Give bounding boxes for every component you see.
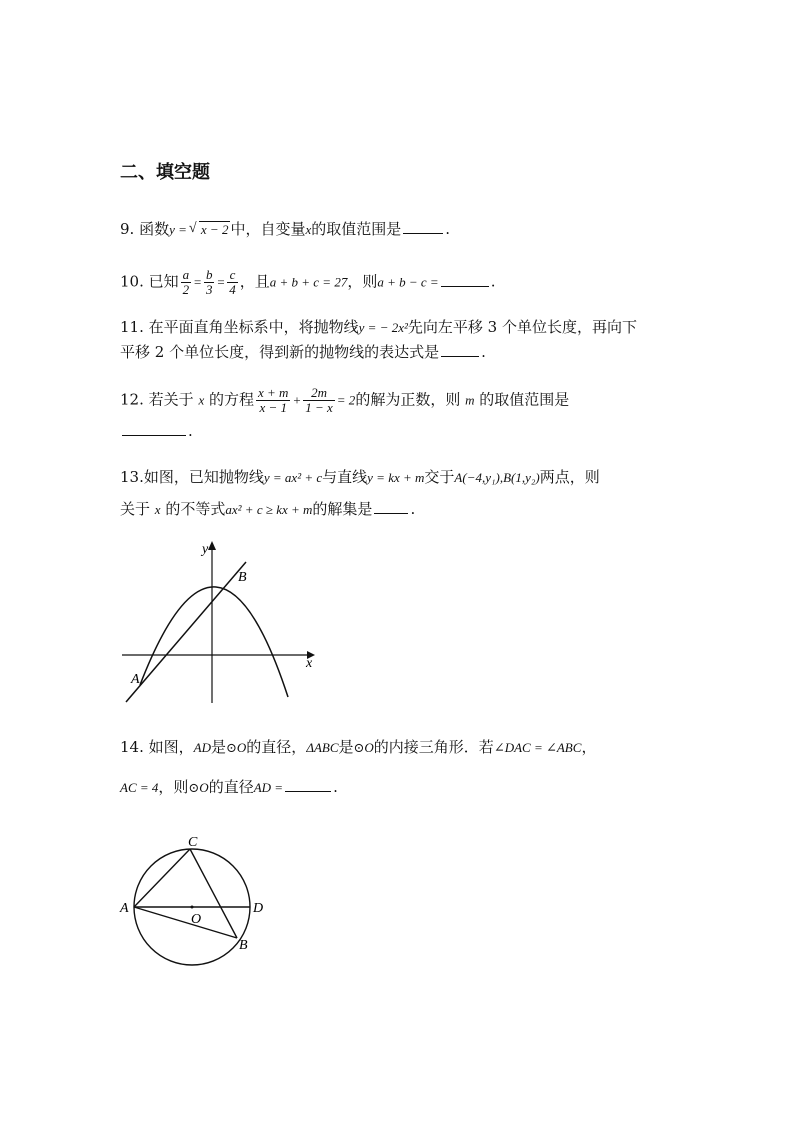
q14-line1-e: 的内接三角形．若 (373, 738, 494, 756)
q12-f1-num: x + m (258, 385, 289, 400)
q13-number: 13. (120, 468, 144, 486)
q11-line1-a: 在平面直角坐标系中，将抛物线 (148, 318, 359, 336)
point-a-label: A (131, 672, 140, 687)
question-12-line-1 (120, 386, 569, 415)
q13-line1-d: 两点，则 (539, 468, 600, 486)
q10-intro: 已知 (148, 272, 179, 291)
q14-line2-a: ，则 (158, 778, 189, 796)
q9-radicand: x − 2 (200, 222, 229, 237)
q10-f1-den: 2 (182, 282, 190, 297)
section-title: 二、填空题 (120, 162, 210, 183)
q10-condition: a + b + c = 27 (269, 274, 348, 290)
q12-plus: + (292, 392, 302, 408)
q14-figure (110, 825, 280, 975)
q12-f2-den: 1 − x (305, 400, 333, 415)
q13-point-b: B(1,y₂) (503, 470, 540, 485)
q10-fraction-1 (181, 268, 192, 297)
q13-point-a: A(−4,y₁) (454, 470, 500, 485)
q9-answer-blank[interactable] (403, 219, 443, 234)
q10-f1-num: a (182, 267, 190, 282)
q14-answer-blank[interactable] (285, 777, 331, 792)
q10-f3-den: 4 (229, 282, 236, 297)
q14-line1-f: ， (581, 738, 597, 756)
q14-angle-eq: ∠DAC = ∠ABC (493, 740, 582, 755)
q13-inequality: ax² + c ≥ kx + m (225, 502, 313, 517)
q12-fraction-2 (303, 386, 335, 415)
x-axis-label: x (306, 656, 313, 671)
q10-f3-num: c (227, 268, 238, 283)
q9-var: x (305, 222, 312, 237)
point-d-label: D (253, 901, 264, 916)
q10-answer-blank[interactable] (441, 272, 489, 287)
q12-end: . (188, 422, 193, 440)
q11-end: . (481, 343, 486, 361)
center-point (191, 906, 194, 909)
straight-line (126, 562, 246, 702)
q10-then: ，则 (347, 272, 378, 291)
q14-line1-c: 的直径， (246, 738, 307, 756)
segment-ab (134, 907, 237, 938)
q12-tail-a: 的解为正数，则 (355, 390, 461, 409)
q9-lhs: y = (169, 222, 187, 237)
q9-middle: 中，自变量 (230, 220, 306, 238)
question-11-line-2 (120, 341, 486, 363)
point-o-label: O (191, 912, 202, 927)
q10-fraction-2 (204, 268, 215, 297)
q12-param: m (465, 392, 475, 408)
q13-line2-a: 关于 (120, 500, 151, 518)
point-b-label: B (238, 570, 247, 585)
question-11-line-1 (120, 316, 637, 339)
q9-end: . (445, 220, 451, 238)
q11-function: y = − 2x² (358, 320, 408, 335)
q13-line: y = kx + m (367, 470, 425, 485)
y-axis-label: y (202, 542, 209, 557)
q13-parabola: y = ax² + c (263, 470, 323, 485)
q12-fraction-1 (256, 386, 290, 415)
question-13-line-2 (120, 498, 415, 521)
q14-ad2: AD = (253, 780, 284, 795)
q13-var: x (154, 502, 161, 517)
q13-end: . (410, 500, 416, 518)
q10-end: . (490, 272, 496, 291)
q9-tail: 的取值范围是 (311, 220, 402, 238)
q12-mid: 的方程 (209, 390, 255, 409)
q14-circle-o-2: ⊙O (353, 740, 374, 755)
point-c-label: C (188, 835, 198, 850)
point-a-label: A (120, 901, 129, 916)
question-10 (120, 268, 495, 297)
q13-line1-a: 如图，已知抛物线 (143, 468, 264, 486)
q9-number: 9. (120, 220, 135, 238)
parabola-curve (140, 587, 288, 697)
q10-fraction-3 (227, 268, 238, 297)
q12-rhs: = 2 (336, 392, 356, 408)
q13-comma: , (499, 470, 504, 485)
point-b-label: B (239, 938, 248, 953)
q9-intro: 函数 (139, 220, 170, 238)
q12-tail-b: 的取值范围是 (479, 390, 570, 409)
q14-end: . (333, 778, 338, 796)
q12-answer-blank[interactable] (122, 421, 186, 436)
q12-number: 12. (120, 390, 144, 409)
q14-circle-o-3: ⊙O (188, 780, 209, 795)
q13-line2-b: 的不等式 (165, 500, 226, 518)
q10-f2-num: b (205, 267, 213, 282)
question-14-line-1 (120, 736, 596, 759)
q14-line1-d: 是 (338, 738, 354, 756)
q10-mid: ，且 (239, 272, 270, 291)
q11-answer-blank[interactable] (441, 342, 479, 357)
q9-sqrt (189, 219, 231, 241)
y-axis-arrow-icon (208, 541, 216, 550)
q13-line2-c: 的解集是 (312, 500, 373, 518)
q14-line2-b: 的直径 (208, 778, 254, 796)
q10-eq2: = (216, 274, 226, 290)
q10-number: 10. (120, 272, 144, 291)
q14-triangle: ΔABC (306, 740, 339, 755)
q14-line1-b: 是 (211, 738, 227, 756)
question-9 (120, 218, 450, 241)
question-14-line-2 (120, 776, 338, 799)
q10-eq1: = (193, 274, 202, 290)
q10-expr: a + b − c = (377, 274, 439, 290)
q11-number: 11. (120, 318, 144, 336)
question-12-line-2 (120, 420, 193, 442)
q12-f2-num: 2m (303, 386, 335, 401)
q12-intro: 若关于 (148, 390, 194, 409)
q13-line1-b: 与直线 (322, 468, 368, 486)
q11-line1-b: 先向左平移 3 个单位长度，再向下 (407, 318, 637, 336)
q12-f1-den: x − 1 (259, 400, 287, 415)
q14-line1-a: 如图， (148, 738, 194, 756)
q10-f2-den: 3 (205, 282, 213, 297)
q11-line2: 平移 2 个单位长度，得到新的抛物线的表达式是 (120, 343, 440, 361)
q13-line1-c: 交于 (424, 468, 455, 486)
q14-ac: AC = 4 (120, 780, 159, 795)
q14-number: 14. (120, 738, 144, 756)
q13-figure (110, 535, 330, 710)
q13-answer-blank[interactable] (374, 499, 408, 514)
q12-var: x (198, 392, 205, 408)
q14-ad: AD (193, 740, 211, 755)
question-13-line-1 (120, 466, 600, 489)
q14-circle-o: ⊙O (226, 740, 247, 755)
